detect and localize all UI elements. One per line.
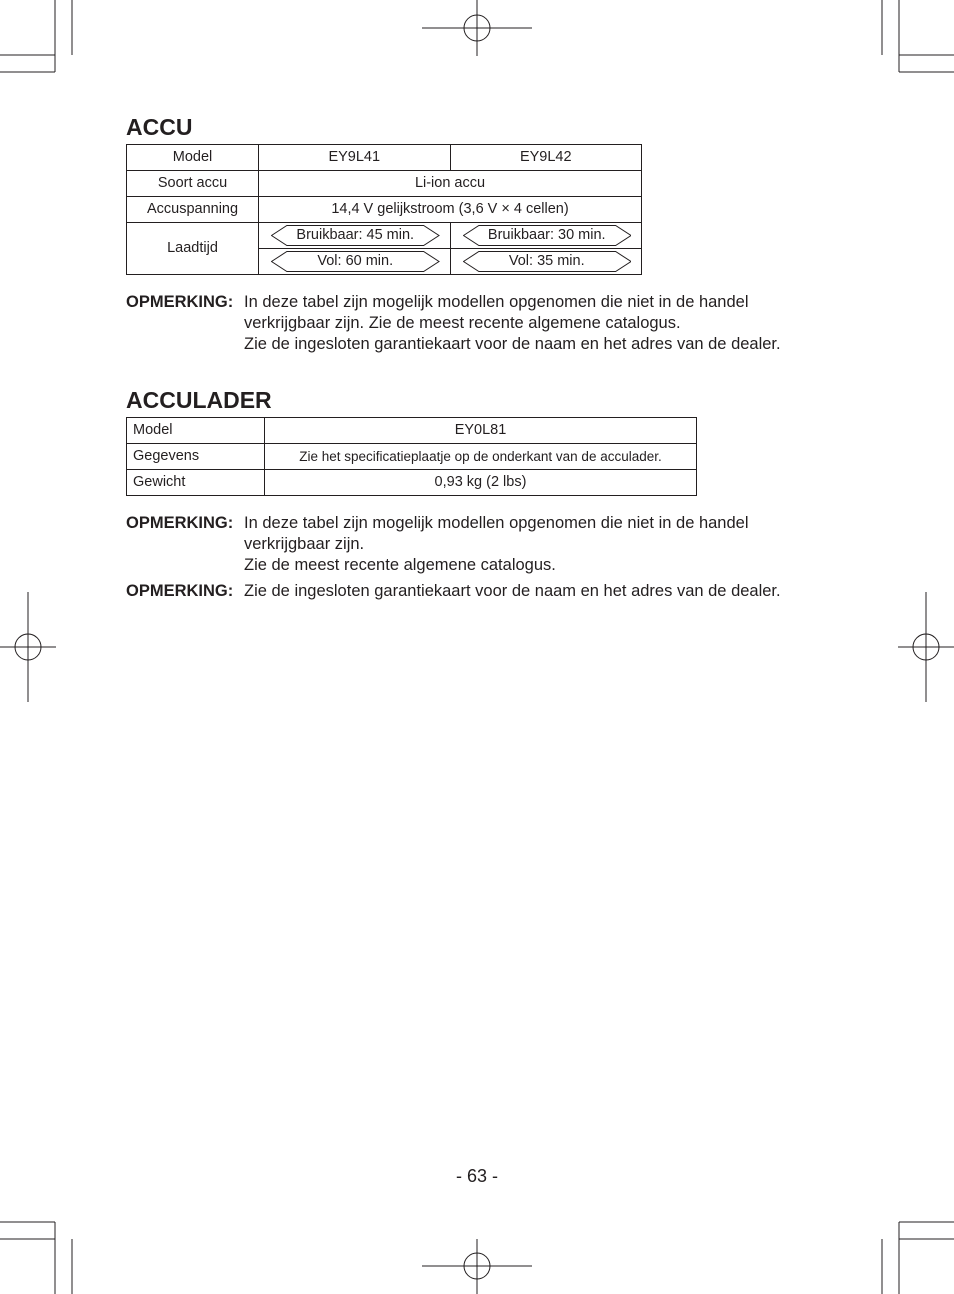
table-row bbox=[127, 444, 697, 470]
charger-spec-table bbox=[126, 417, 697, 496]
table-row bbox=[127, 223, 642, 249]
charge-time-full-ey9l41: Vol: 60 min. bbox=[317, 253, 394, 269]
hexagon-label bbox=[463, 225, 632, 246]
charge-time-usable-ey9l41-cell bbox=[259, 223, 451, 249]
row-value-model: EY0L81 bbox=[265, 418, 697, 444]
accu-heading: ACCU bbox=[126, 114, 193, 140]
note-line: Zie de meest recente algemene catalogus. bbox=[244, 556, 556, 574]
table-row bbox=[127, 171, 642, 197]
table-row bbox=[127, 470, 697, 496]
hexagon-label bbox=[463, 251, 632, 272]
charge-time-full-ey9l41-cell bbox=[259, 249, 451, 275]
row-label-weight: Gewicht bbox=[127, 470, 265, 496]
charger-heading: ACCULADER bbox=[126, 387, 272, 413]
row-label-battery-type: Soort accu bbox=[127, 171, 259, 197]
note-label: OPMERKING: bbox=[126, 514, 234, 532]
charge-time-usable-ey9l41: Bruikbaar: 45 min. bbox=[296, 227, 415, 243]
row-value-details: Zie het specificatieplaatje op de onderkant van de acculader. bbox=[265, 444, 697, 470]
note-line: Zie de ingesloten garantiekaart voor de naam en het adres van de dealer. bbox=[244, 335, 781, 353]
row-label-voltage: Accuspanning bbox=[127, 197, 259, 223]
table-header-ey9l42: EY9L42 bbox=[450, 145, 642, 171]
charge-time-usable-ey9l42-cell bbox=[450, 223, 642, 249]
note-line: In deze tabel zijn mogelijk modellen opgenomen die niet in de handel bbox=[244, 293, 749, 311]
row-value-weight: 0,93 kg (2 lbs) bbox=[265, 470, 697, 496]
charge-time-usable-ey9l42: Bruikbaar: 30 min. bbox=[487, 227, 606, 243]
table-header-ey9l41: EY9L41 bbox=[259, 145, 451, 171]
page-number: - 63 - bbox=[455, 1166, 498, 1186]
hexagon-label bbox=[271, 225, 440, 246]
charge-time-full-ey9l42-cell bbox=[450, 249, 642, 275]
note-line: verkrijgbaar zijn. Zie de meest recente algemene catalogus. bbox=[244, 314, 681, 332]
table-row bbox=[127, 197, 642, 223]
charger-note-1 bbox=[126, 513, 846, 576]
note-line: verkrijgbaar zijn. bbox=[244, 535, 365, 553]
charger-note-2 bbox=[126, 581, 846, 602]
note-label: OPMERKING: bbox=[126, 582, 234, 600]
table-row bbox=[127, 145, 642, 171]
note-line: In deze tabel zijn mogelijk modellen opgenomen die niet in de handel bbox=[244, 514, 749, 532]
row-label-details: Gegevens bbox=[127, 444, 265, 470]
row-label-model: Model bbox=[127, 418, 265, 444]
accu-spec-table bbox=[126, 144, 642, 275]
accu-note bbox=[126, 292, 846, 355]
row-value-battery-type: Li-ion accu bbox=[259, 171, 642, 197]
note-line: Zie de ingesloten garantiekaart voor de naam en het adres van de dealer. bbox=[244, 582, 781, 600]
table-header-model: Model bbox=[127, 145, 259, 171]
note-label: OPMERKING: bbox=[126, 293, 234, 311]
charge-time-full-ey9l42: Vol: 35 min. bbox=[508, 253, 585, 269]
row-label-charge-time: Laadtijd bbox=[127, 223, 259, 275]
hexagon-label bbox=[271, 251, 440, 272]
table-row bbox=[127, 418, 697, 444]
row-value-voltage: 14,4 V gelijkstroom (3,6 V × 4 cellen) bbox=[259, 197, 642, 223]
